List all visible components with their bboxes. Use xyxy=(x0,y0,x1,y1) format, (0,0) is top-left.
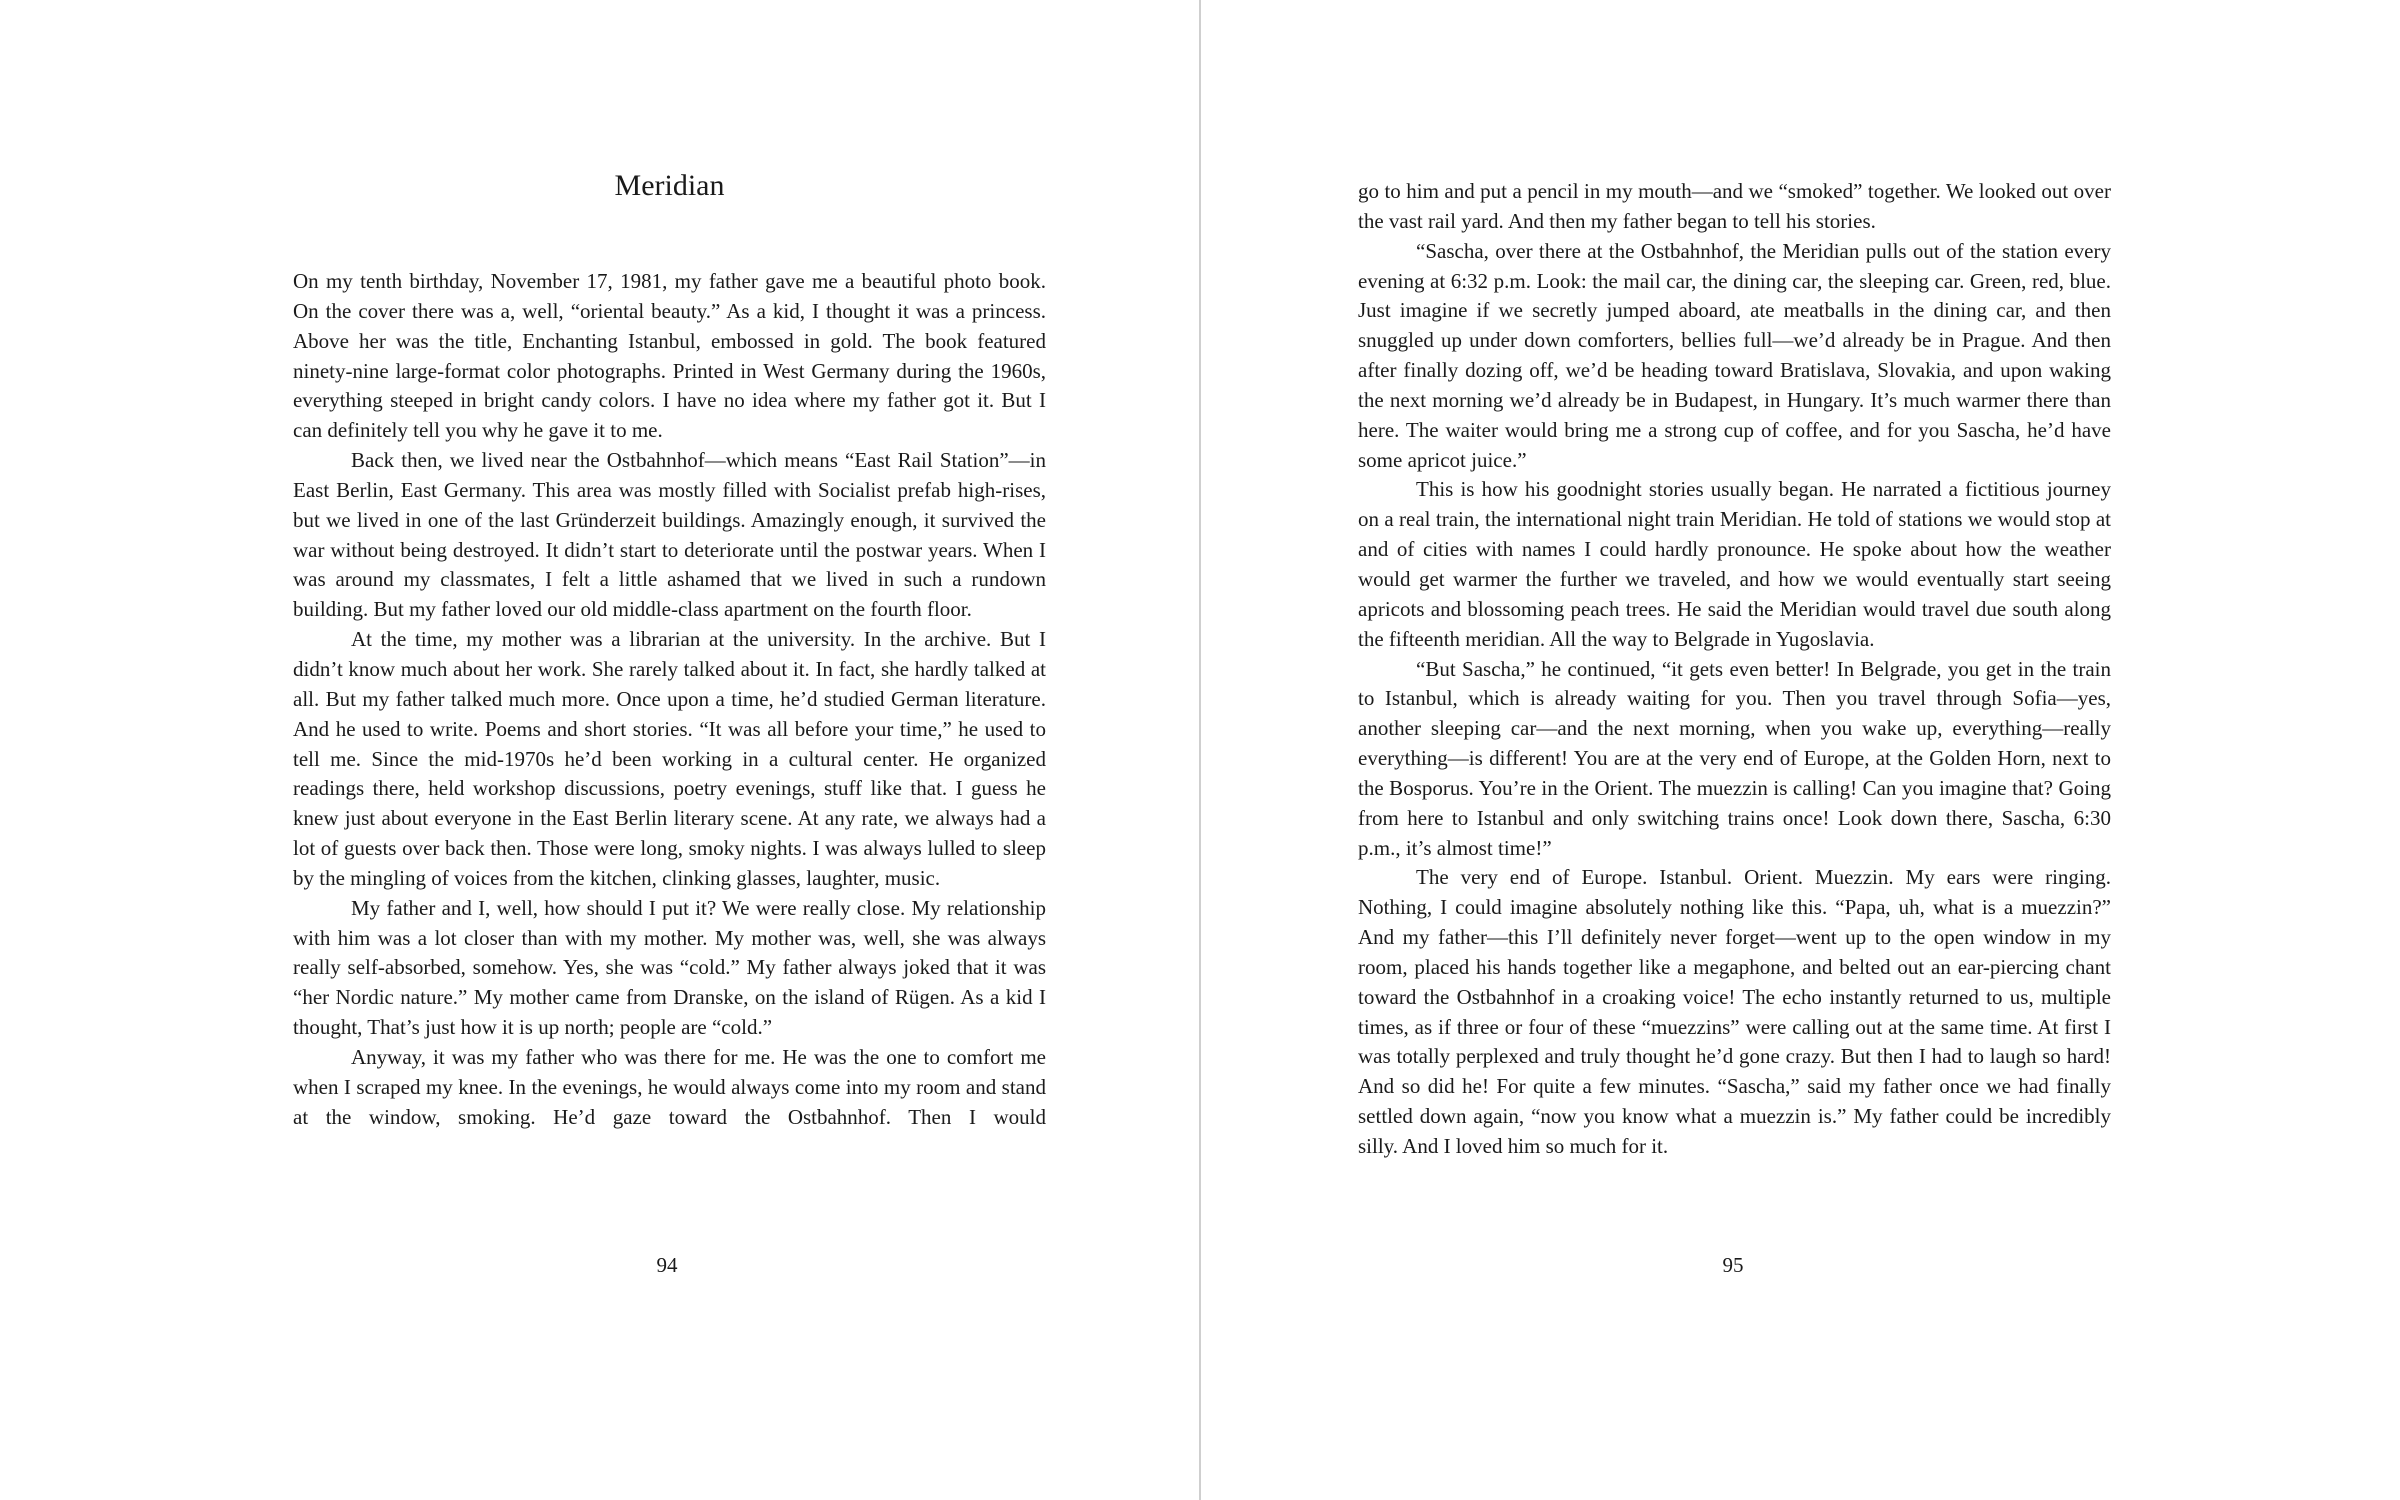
paragraph: “Sascha, over there at the Ostbahnhof, the Meridian pulls out of the station every evening at 6:32 p.m. Look: the mail car, the dining car, the sleeping car. Green, red, blue. Just imagine if we secretly jumped aboard, ate meatballs in the dining car, and then snuggled up under down comforters, bellies full—we’d already be in Prague. And then after finally dozing off, we’d be heading toward Bratislava, Slovakia, and upon waking the next morning we’d already be in Budapest, in Hungary. It’s much warmer there than here. The waiter would bring me a strong cup of coffee, and for you Sascha, he’d have some apricot juice.” xyxy=(1358,238,2111,472)
right-page-text xyxy=(1358,177,2111,1162)
chapter-title: Meridian xyxy=(614,169,725,202)
left-page-text xyxy=(293,267,1046,1132)
paragraph: Back then, we lived near the Ostbahnhof—which means “East Rail Station”—in East Berlin, East Germany. This area was mostly filled with Socialist prefab high-rises, but we lived in one of the last Gründerzeit buildings. Amazingly enough, it survived the war without being destroyed. It didn’t start to deteriorate until the postwar years. When I was around my classmates, I felt a little ashamed that we lived in such a rundown building. But my father loved our old middle-class apartment on the fourth floor. xyxy=(293,448,1046,622)
paragraph: Anyway, it was my father who was there for me. He was the one to comfort me when I scraped my knee. In the evenings, he would always come into my room and stand at the window, smoking. He’d gaze toward the Ostbahnhof. Then I would xyxy=(293,1044,1046,1129)
paragraph: My father and I, well, how should I put it? We were really close. My relationship with him was a lot closer than with my mother. My mother was, well, she was always really self-absorbed, somehow. Yes, she was “cold.” My father always joked that it was “her Nordic nature.” My mother came from Dranske, on the island of Rügen. As a kid I thought, That’s just how it is up north; people are “cold.” xyxy=(293,895,1046,1040)
paragraph: go to him and put a pencil in my mouth—and we “smoked” together. We looked out over the vast rail yard. And then my father began to tell his stories. xyxy=(1358,179,2111,233)
page-number: 94 xyxy=(656,1253,678,1277)
paragraph: At the time, my mother was a librarian at the university. In the archive. But I didn’t know much about her work. She rarely talked about it. In fact, she hardly talked at all. But my father talked much more. Once upon a time, he’d studied German literature. And he used to write. Poems and short stories. “It was all before your time,” he used to tell me. Since the mid-1970s he’d been working in a cultural center. He organized readings there, held workshop discussions, poetry evenings, stuff like that. I guess he knew just about everyone in the East Berlin literary scene. At any rate, we always had a lot of guests over back then. Those were long, smoky nights. I was always lulled to sleep by the mingling of voices from the kitchen, clinking glasses, laughter, music. xyxy=(293,627,1046,890)
page-number: 95 xyxy=(1722,1253,1744,1277)
right-page xyxy=(1201,0,2400,1500)
paragraph: The very end of Europe. Istanbul. Orient. Muezzin. My ears were ringing. Nothing, I could imagine absolutely nothing like this. “Papa, uh, what is a muezzin?” And my father—this I’ll definitely never forget—went up to the open window in my room, placed his hands together like a megaphone, and belted out an ear-piercing chant toward the Ostbahnhof in a croaking voice! The echo instantly returned to us, multiple times, as if three or four of these “muezzins” were calling out at the same time. At first I was totally perplexed and truly thought he’d gone crazy. But then I had to laugh so hard! And so did he! For quite a few minutes. “Sascha,” said my father once we had finally settled down again, “now you know what a muezzin is.” My father could be incredibly silly. And I loved him so much for it. xyxy=(1358,865,2111,1158)
paragraph: This is how his goodnight stories usually began. He narrated a fictitious journey on a real train, the international night train Meridian. He told of stations we would stop at and of cities with names I could hardly pronounce. He spoke about how the weather would get warmer the further we traveled, and how we would eventually start seeing apricots and blossoming peach trees. He said the Meridian would travel due south along the fifteenth meridian. All the way to Belgrade in Yugoslavia. xyxy=(1358,477,2111,651)
paragraph: On my tenth birthday, November 17, 1981, my father gave me a beautiful photo book. On the cover there was a, well, “oriental beauty.” As a kid, I thought it was a princess. Above her was the title, Enchanting Istanbul, embossed in gold. The book featured ninety-nine large-format color photographs. Printed in West Germany during the 1960s, everything steeped in bright candy colors. I have no idea where my father got it. But I can definitely tell you why he gave it to me. xyxy=(293,269,1046,443)
paragraph: “But Sascha,” he continued, “it gets even better! In Belgrade, you get in the train to Istanbul, which is already waiting for you. Then you travel through Sofia—yes, another sleeping car—and the next morning, when you wake up, everything—really everything—is different! You are at the very end of Europe, at the Golden Horn, next to the Bosporus. You’re in the Orient. The muezzin is calling! Can you imagine that? Going from here to Istanbul and only switching trains once! Look down there, Sascha, 6:30 p.m., it’s almost time!” xyxy=(1358,656,2111,860)
left-page xyxy=(0,0,1199,1500)
